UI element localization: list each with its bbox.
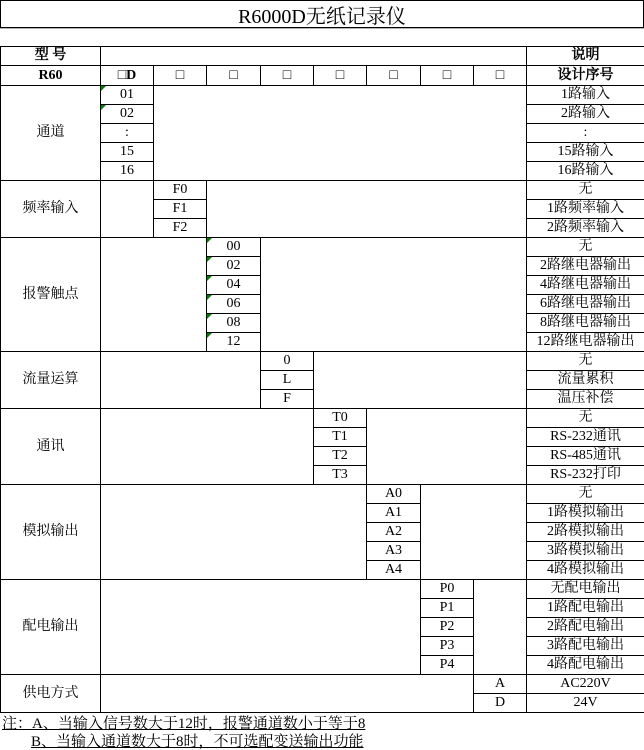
desc-cell: 无	[527, 238, 644, 257]
code-cell: P1	[421, 599, 474, 618]
desc-cell: 2路继电器输出	[527, 257, 644, 276]
empty-cell	[101, 238, 207, 352]
desc-cell: AC220V	[527, 675, 644, 694]
desc-cell: 流量累积	[527, 371, 644, 390]
table-row	[1, 238, 644, 257]
section-label-analog-output: 模拟输出	[1, 485, 101, 580]
desc-cell: 无配电输出	[527, 580, 644, 599]
code-cell: F1	[154, 200, 207, 219]
code-cell: 0	[261, 352, 314, 371]
code-cell: P4	[421, 656, 474, 675]
desc-cell: 无	[527, 409, 644, 428]
code-box-cell-7: □	[421, 66, 474, 86]
code-cell: L	[261, 371, 314, 390]
model-code-row	[1, 66, 644, 86]
desc-cell: 温压补偿	[527, 390, 644, 409]
code-cell: A3	[367, 542, 421, 561]
empty-cell	[314, 352, 527, 409]
empty-cell	[367, 409, 527, 485]
table-row	[1, 181, 644, 200]
code-cell: T2	[314, 447, 367, 466]
code-cell: T0	[314, 409, 367, 428]
code-cell: A	[474, 675, 527, 694]
error-flag-icon	[101, 86, 106, 91]
section-label-frequency-input: 频率输入	[1, 181, 101, 238]
table-row	[1, 409, 644, 428]
code-cell: 08	[207, 314, 261, 333]
section-label-power-distribution-output: 配电输出	[1, 580, 101, 675]
desc-cell: 15路输入	[527, 143, 644, 162]
code-box-cell-4: □	[261, 66, 314, 86]
empty-cell	[101, 580, 421, 675]
desc-label-cell: 说明	[527, 47, 644, 66]
serial-label-cell: 设计序号	[527, 66, 644, 86]
note-line-1: 注：A、当输入信号数大于12时，报警通道数小于等于8	[2, 716, 366, 732]
desc-cell: 3路配电输出	[527, 637, 644, 656]
code-cell: P3	[421, 637, 474, 656]
code-cell: 02	[101, 105, 154, 124]
code-cell: A2	[367, 523, 421, 542]
desc-cell: 2路模拟输出	[527, 523, 644, 542]
code-box-cell-6: □	[367, 66, 421, 86]
empty-cell	[101, 409, 314, 485]
empty-cell	[261, 238, 527, 352]
desc-cell: 1路输入	[527, 86, 644, 105]
code-cell: 04	[207, 276, 261, 295]
model-label-cell: 型 号	[1, 47, 101, 66]
code-cell: :	[101, 124, 154, 143]
desc-cell: 1路频率输入	[527, 200, 644, 219]
section-label-communication: 通讯	[1, 409, 101, 485]
empty-cell	[154, 86, 527, 181]
table-row	[1, 86, 644, 105]
desc-cell: RS-232通讯	[527, 428, 644, 447]
desc-cell: 2路配电输出	[527, 618, 644, 637]
desc-cell: 24V	[527, 694, 644, 713]
code-box-cell-1: □D	[101, 66, 154, 86]
error-flag-icon	[207, 276, 212, 281]
code-cell: 02	[207, 257, 261, 276]
desc-cell: RS-485通讯	[527, 447, 644, 466]
desc-cell: 2路频率输入	[527, 219, 644, 238]
error-flag-icon	[207, 314, 212, 319]
code-cell: 16	[101, 162, 154, 181]
desc-cell: 无	[527, 181, 644, 200]
error-flag-icon	[101, 105, 106, 110]
note-line-2: B、当输入通道数大于8时，不可选配变送输出功能	[31, 734, 364, 750]
table-row	[1, 580, 644, 599]
section-label-channels: 通道	[1, 86, 101, 181]
desc-cell: RS-232打印	[527, 466, 644, 485]
desc-cell: 4路继电器输出	[527, 276, 644, 295]
empty-cell	[101, 352, 261, 409]
table-row	[1, 675, 644, 694]
code-box-cell-2: □	[154, 66, 207, 86]
desc-cell: 2路输入	[527, 105, 644, 124]
code-box-cell-5: □	[314, 66, 367, 86]
empty-cell	[474, 580, 527, 675]
empty-cell	[421, 485, 527, 580]
desc-cell: 无	[527, 352, 644, 371]
desc-cell: 1路模拟输出	[527, 504, 644, 523]
error-flag-icon	[207, 295, 212, 300]
desc-cell: 6路继电器输出	[527, 295, 644, 314]
desc-cell: 4路模拟输出	[527, 561, 644, 580]
desc-cell: 16路输入	[527, 162, 644, 181]
code-cell: 00	[207, 238, 261, 257]
code-cell: A4	[367, 561, 421, 580]
code-cell: P2	[421, 618, 474, 637]
notes	[0, 713, 644, 750]
error-flag-icon	[207, 238, 212, 243]
empty-cell	[207, 181, 527, 238]
desc-cell: :	[527, 124, 644, 143]
desc-cell: 12路继电器输出	[527, 333, 644, 352]
code-cell: 15	[101, 143, 154, 162]
title-divider	[0, 28, 644, 46]
code-cell: F0	[154, 181, 207, 200]
code-cell: 12	[207, 333, 261, 352]
empty-cell	[101, 181, 154, 238]
code-box-cell-3: □	[207, 66, 261, 86]
page-title: R6000D无纸记录仪	[0, 0, 644, 28]
code-cell: F2	[154, 219, 207, 238]
model-code-cell: R60	[1, 66, 101, 86]
desc-cell: 4路配电输出	[527, 656, 644, 675]
code-cell: 06	[207, 295, 261, 314]
empty-cell	[101, 675, 474, 713]
code-cell: D	[474, 694, 527, 713]
code-box-cell-8: □	[474, 66, 527, 86]
table-row	[1, 485, 644, 504]
desc-cell: 8路继电器输出	[527, 314, 644, 333]
desc-cell: 1路配电输出	[527, 599, 644, 618]
empty-cell	[101, 485, 367, 580]
code-cell: 01	[101, 86, 154, 105]
section-label-power-supply: 供电方式	[1, 675, 101, 713]
code-cell: T1	[314, 428, 367, 447]
code-cell: P0	[421, 580, 474, 599]
code-cell: T3	[314, 466, 367, 485]
code-cell: A1	[367, 504, 421, 523]
section-label-alarm-contacts: 报警触点	[1, 238, 101, 352]
code-cell: A0	[367, 485, 421, 504]
table-header-row	[1, 47, 644, 66]
desc-cell: 无	[527, 485, 644, 504]
code-cell: F	[261, 390, 314, 409]
section-label-flow-calculation: 流量运算	[1, 352, 101, 409]
error-flag-icon	[207, 333, 212, 338]
model-selection-table	[0, 46, 644, 713]
error-flag-icon	[207, 257, 212, 262]
desc-cell: 3路模拟输出	[527, 542, 644, 561]
table-row	[1, 352, 644, 371]
empty-cell	[101, 47, 527, 66]
